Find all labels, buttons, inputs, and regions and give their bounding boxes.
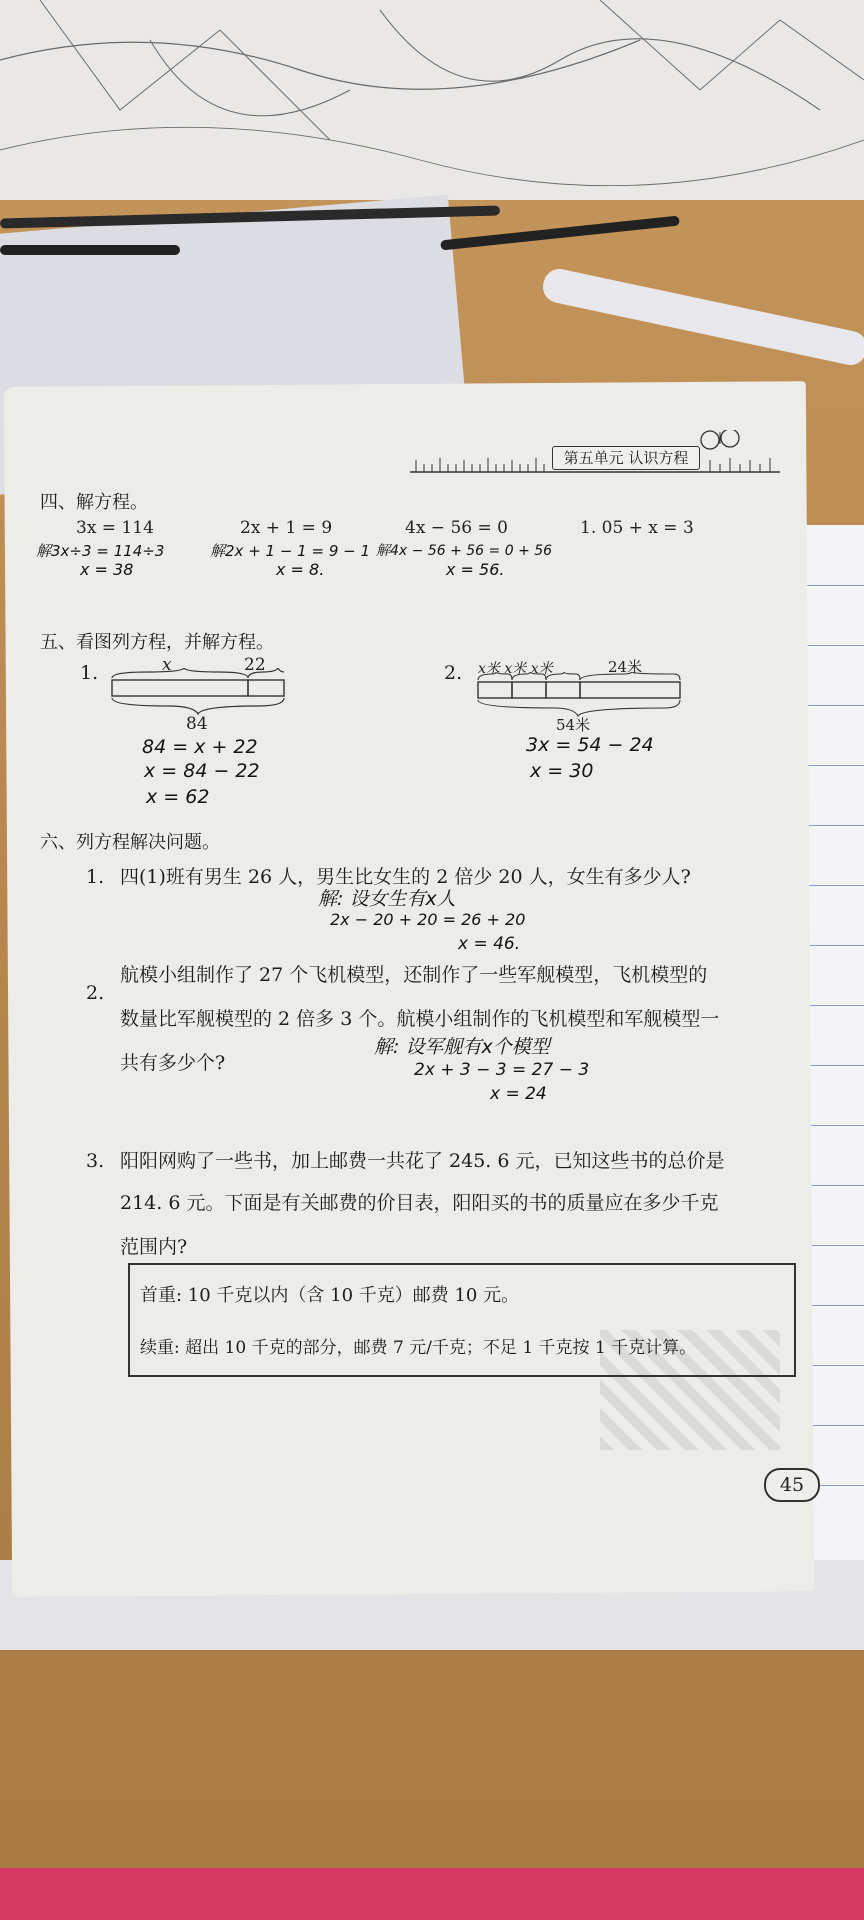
equation-3: 4x − 56 = 0 <box>405 518 508 538</box>
p2-work-2: x = 30 <box>530 760 594 782</box>
q1-work-1: 解: 设女生有x人 <box>318 888 456 910</box>
q3-line-1: 阳阳网购了一些书，加上邮费一共花了 245. 6 元，已知这些书的总价是 <box>120 1150 725 1172</box>
postage-price-table <box>128 1263 796 1377</box>
answer-1-line-1: 解3x÷3 = 114÷3 <box>36 542 165 560</box>
p2-bottom-label: 54米 <box>556 716 591 734</box>
page-number: 45 <box>764 1468 820 1502</box>
q3-number: 3. <box>86 1150 105 1172</box>
section5-title: 五、看图列方程，并解方程。 <box>40 632 274 653</box>
q1-work-2: 2x − 20 + 20 = 26 + 20 <box>330 910 526 929</box>
answer-2-line-2: x = 8. <box>276 560 325 579</box>
p2-top-right-label: 24米 <box>608 658 643 676</box>
p1-work-1: 84 = x + 22 <box>142 736 258 758</box>
p1-bar-diagram <box>108 668 288 718</box>
pen-black-2 <box>0 245 180 255</box>
answer-2-line-1: 解2x + 1 − 1 = 9 − 1 <box>210 542 371 560</box>
price-row-first-weight: 首重: 10 千克以内（含 10 千克）邮费 10 元。 <box>140 1285 520 1306</box>
answer-3-line-2: x = 56. <box>446 560 505 579</box>
equation-2: 2x + 1 = 9 <box>240 518 333 538</box>
p1-top-right-label: 22 <box>244 655 266 675</box>
q2-work-3: x = 24 <box>490 1084 547 1104</box>
answer-3-line-1: 解4x − 56 + 56 = 0 + 56 <box>376 543 553 559</box>
q2-line-3: 共有多少个? <box>120 1052 226 1074</box>
p1-number: 1. <box>80 662 99 684</box>
q2-line-2: 数量比军舰模型的 2 倍多 3 个。航模小组制作的飞机模型和军舰模型一 <box>120 1008 720 1030</box>
q2-work-2: 2x + 3 − 3 = 27 − 3 <box>414 1060 590 1080</box>
unit-label: 第五单元 认识方程 <box>552 446 700 470</box>
q2-line-1: 航模小组制作了 27 个飞机模型，还制作了一些军舰模型，飞机模型的 <box>120 964 708 986</box>
p2-number: 2. <box>444 662 463 684</box>
equation-1: 3x = 114 <box>76 518 154 538</box>
q3-line-3: 范围内? <box>120 1236 188 1258</box>
p1-top-left-label: x <box>162 655 172 675</box>
section6-title: 六、列方程解决问题。 <box>40 832 220 853</box>
p2-top-left-label: x米 x米 x米 <box>478 661 553 677</box>
pink-cloth <box>0 1868 864 1920</box>
equation-4: 1. 05 + x = 3 <box>580 518 694 538</box>
p1-work-3: x = 62 <box>146 786 210 808</box>
q1-text: 四(1)班有男生 26 人，男生比女生的 2 倍少 20 人，女生有多少人? <box>120 866 691 888</box>
p1-bottom-label: 84 <box>186 714 208 734</box>
answer-1-line-2: x = 38 <box>80 560 134 579</box>
q3-line-2: 214. 6 元。下面是有关邮费的价目表，阳阳买的书的质量应在多少千克 <box>120 1192 719 1214</box>
q1-number: 1. <box>86 866 105 888</box>
q2-number: 2. <box>86 982 105 1004</box>
p1-work-2: x = 84 − 22 <box>144 760 260 782</box>
p2-work-1: 3x = 54 − 24 <box>526 734 654 756</box>
price-row-extra-weight: 续重: 超出 10 千克的部分，邮费 7 元/千克；不足 1 千克按 1 千克计算。 <box>140 1338 697 1358</box>
section4-title: 四、解方程。 <box>40 492 148 513</box>
q1-work-3: x = 46. <box>458 934 521 954</box>
q2-work-1: 解: 设军舰有x个模型 <box>374 1036 550 1058</box>
